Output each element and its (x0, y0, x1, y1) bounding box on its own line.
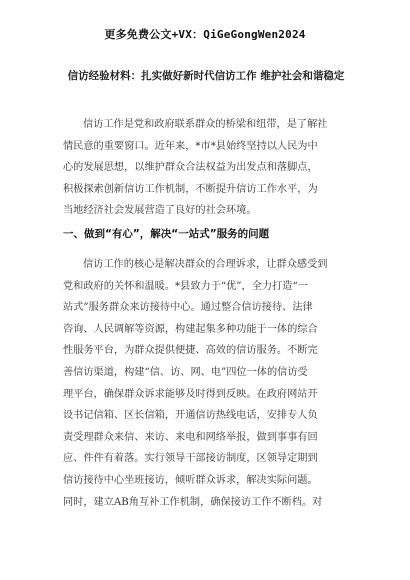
paragraph-line: 理平台，确保群众诉求能够及时得到反映。在政府网站开 (63, 388, 318, 400)
paragraph-line: 心的发展思想，以维护群众合法权益为出发点和落脚点， (63, 162, 318, 174)
section-paragraph (63, 254, 349, 513)
paragraph-line: 情民意的重要窗口。近年来，*市*县始终坚持以人民为中 (63, 140, 318, 152)
paragraph-line: 性服务平台，为群众提供便捷、高效的信访服务。不断完 (63, 345, 318, 357)
paragraph-line: 设书记信箱、区长信箱，开通信访热线电话，安排专人负 (63, 410, 318, 422)
paragraph-line: 应、件件有着落。实行领导干部接访制度，区领导定期到 (63, 453, 318, 465)
document-title: 信访经验材料：扎实做好新时代信访工作 维护社会和谐稳定 (67, 70, 345, 82)
paragraph-line: 站式”服务群众来访接待中心。通过整合信访接待、法律 (63, 302, 313, 314)
paragraph-line: 信访工作是党和政府联系群众的桥梁和纽带，是了解社 (83, 119, 328, 130)
paragraph-line: 当地经济社会发展营造了良好的社会环境。 (63, 205, 257, 217)
paragraph-line: 同时，建立AB角互补工作机制，确保接访工作不断档。对 (63, 496, 323, 508)
paragraph-line: 信访工作的核心是解决群众的合理诉求，让群众感受到 (83, 259, 328, 270)
section-heading: 一、做到“有心”，解决“一站式”服务的问题 (63, 228, 270, 240)
paragraph-line: 责受理群众来信、来访、来电和网络举报，做到事事有回 (63, 431, 318, 443)
paragraph-line: 善信访渠道，构建“信、访、网、电”四位一体的信访受 (63, 366, 308, 378)
paragraph-line: 咨询、人民调解等资源，构建起集多种功能于一体的综合 (63, 323, 318, 335)
promo-banner: 更多免费公文+VX：QiGeGongWen2024 (104, 28, 306, 41)
paragraph-line: 信访接待中心坐班接访，倾听群众诉求，解决实际问题。 (63, 474, 318, 486)
paragraph-line: 积极探索创新信访工作机制，不断提升信访工作水平，为 (63, 183, 318, 195)
paragraph-line: 党和政府的关怀和温暖。*县致力于“优”，全力打造“一 (63, 280, 308, 292)
intro-paragraph (63, 114, 349, 222)
